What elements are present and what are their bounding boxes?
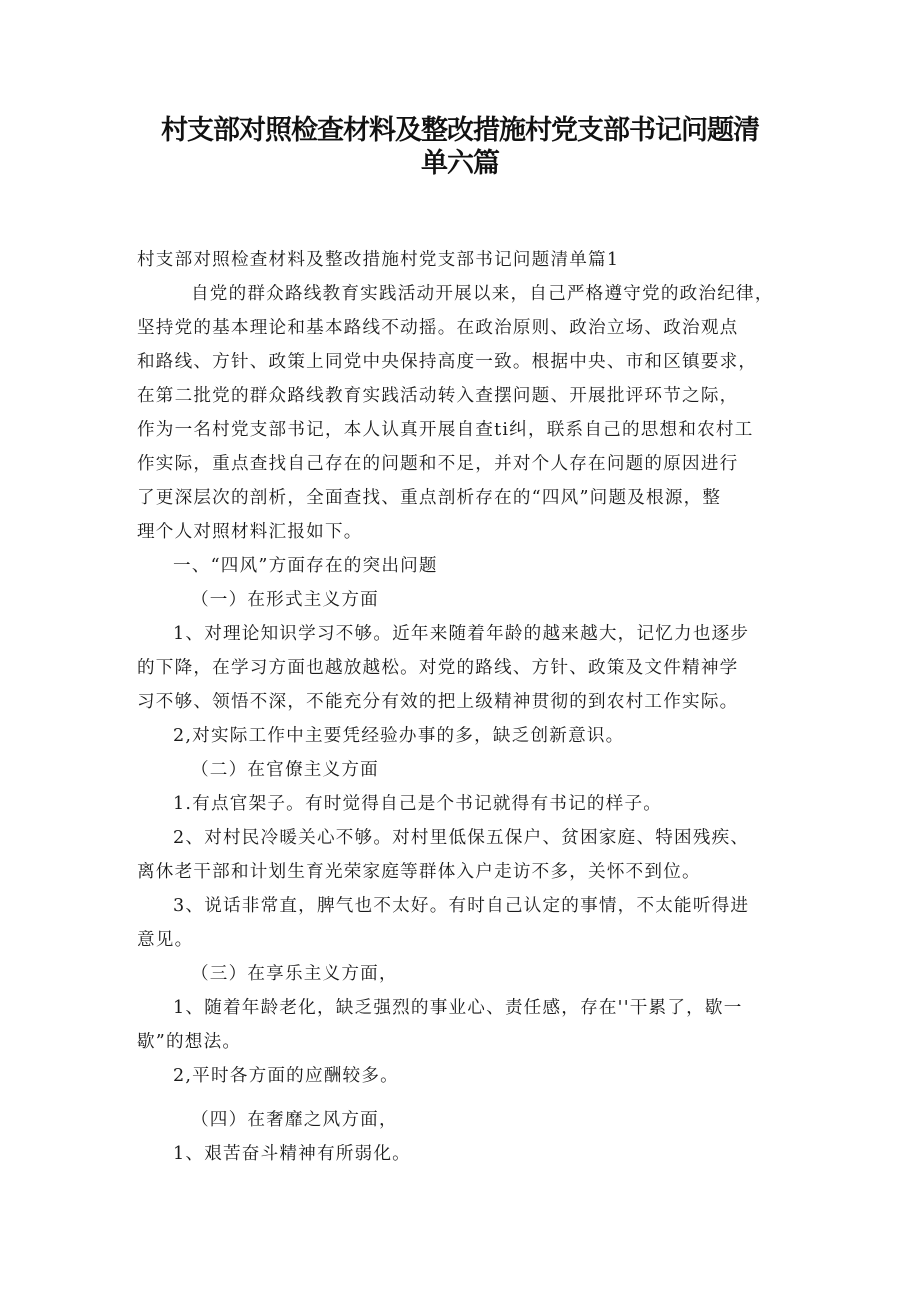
sub4-item1 bbox=[137, 1137, 797, 1171]
sub3-heading bbox=[137, 957, 797, 991]
section-heading-text: 村支部对照检查材料及整改措施村党支部书记问题清单篇1 bbox=[137, 250, 620, 270]
sub2-item2 bbox=[137, 821, 797, 889]
intro-line: 了更深层次的剖析，全面查找、重点剖析存在的“四风”问题及根源，整 bbox=[137, 488, 722, 508]
sub2-heading-text: （二）在官僚主义方面 bbox=[191, 760, 379, 780]
sub1-item1-line: 的下降，在学习方面也越放越松。对党的路线、方针、政策及文件精神学 bbox=[137, 658, 739, 678]
paragraph-gap bbox=[137, 1093, 797, 1103]
intro-line: 作实际，重点查找自己存在的问题和不足，并对个人存在问题的原因进行 bbox=[137, 454, 739, 474]
sub3-item1-line: 1、随着年龄老化，缺乏强烈的事业心、责任感，存在''干累了，歇一 bbox=[173, 998, 743, 1018]
intro-paragraph bbox=[137, 277, 797, 549]
sub2-item2-line: 2、对村民冷暖关心不够。对村里低保五保户、贫困家庭、特困残疾、 bbox=[173, 828, 750, 848]
sub2-item3-line: 意见。 bbox=[137, 930, 194, 950]
sub3-item2-text: 2,平时各方面的应酬较多。 bbox=[173, 1066, 399, 1086]
sub3-item1 bbox=[137, 991, 797, 1059]
intro-line: 在第二批党的群众路线教育实践活动转入查摆问题、开展批评环节之际， bbox=[137, 386, 739, 406]
document-title-line-2: 单六篇 bbox=[421, 148, 499, 179]
sub2-item3 bbox=[137, 889, 797, 957]
sub4-item1-text: 1、艰苦奋斗精神有所弱化。 bbox=[173, 1144, 411, 1164]
part1-heading bbox=[137, 549, 797, 583]
sub4-heading bbox=[137, 1103, 797, 1137]
document-body bbox=[137, 243, 797, 1171]
intro-line: 和路线、方针、政策上同党中央保持高度一致。根据中央、市和区镇要求， bbox=[137, 352, 758, 372]
intro-line: 自党的群众路线教育实践活动开展以来，自己严格遵守党的政治纪律， bbox=[191, 284, 774, 304]
document-title-line-1: 村支部对照检查材料及整改措施村党支部书记问题清 bbox=[161, 115, 759, 146]
sub1-item1-line: 习不够、领悟不深，不能充分有效的把上级精神贯彻的到农村工作实际。 bbox=[137, 692, 739, 712]
sub1-item1 bbox=[137, 617, 797, 719]
sub3-item2 bbox=[137, 1059, 797, 1093]
sub4-heading-text: （四）在奢靡之风方面， bbox=[191, 1110, 398, 1130]
sub1-item2 bbox=[137, 719, 797, 753]
sub2-item1-text: 1.有点官架子。有时觉得自己是个书记就得有书记的样子。 bbox=[173, 794, 663, 814]
sub3-item1-line: 歇”的想法。 bbox=[137, 1032, 242, 1052]
intro-line: 作为一名村党支部书记，本人认真开展自查ti纠，联系自己的思想和农村工 bbox=[137, 420, 754, 440]
intro-line: 理个人对照材料汇报如下。 bbox=[137, 522, 363, 542]
sub2-item1 bbox=[137, 787, 797, 821]
sub2-heading bbox=[137, 753, 797, 787]
sub1-heading-text: （一）在形式主义方面 bbox=[191, 590, 379, 610]
sub1-item2-text: 2,对实际工作中主要凭经验办事的多，缺乏创新意识。 bbox=[173, 726, 625, 746]
section-heading bbox=[137, 243, 797, 277]
part1-heading-text: 一、“四风”方面存在的突出问题 bbox=[173, 556, 438, 576]
sub1-item1-line: 1、对理论知识学习不够。近年来随着年龄的越来越大，记忆力也逐步 bbox=[173, 624, 750, 644]
sub3-heading-text: （三）在享乐主义方面， bbox=[191, 964, 398, 984]
intro-line: 坚持党的基本理论和基本路线不动摇。在政治原则、政治立场、政治观点 bbox=[137, 318, 739, 338]
sub1-heading bbox=[137, 583, 797, 617]
sub2-item3-line: 3、说话非常直，脾气也不太好。有时自己认定的事情，不太能听得进 bbox=[173, 896, 750, 916]
sub2-item2-line: 离休老干部和计划生育光荣家庭等群体入户走访不多，关怀不到位。 bbox=[137, 862, 701, 882]
